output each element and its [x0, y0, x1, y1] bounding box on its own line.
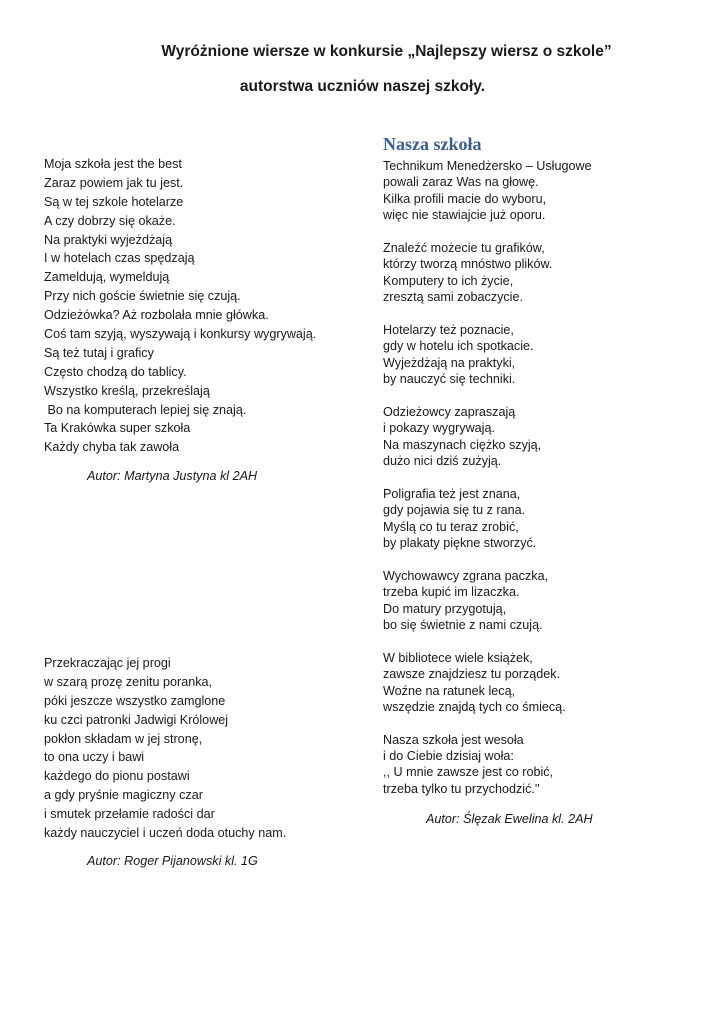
poem-line: każdy nauczyciel i uczeń doda otuchy nam. [44, 826, 287, 841]
poem-title-nasza-szkola: Nasza szkoła [383, 134, 482, 154]
poem-stanza [383, 322, 592, 388]
poem-line: i do Ciebie dzisiaj woła: [383, 749, 514, 764]
poem-stanza [383, 650, 592, 716]
poem-line: Do matury przygotują, [383, 601, 507, 616]
poem-line: Odzieżówka? Aż rozbolała mnie główka. [44, 308, 269, 323]
poem-line: by nauczyć się techniki. [383, 372, 516, 387]
poem-line: gdy pojawia się tu z rana. [383, 503, 526, 518]
poem-line: zresztą sami zobaczycie. [383, 290, 523, 305]
poem-line: Wychowawcy zgrana paczka, [383, 568, 549, 583]
poem-line: Hotelarzy też poznacie, [383, 322, 514, 337]
poem-line: Są też tutaj i graficy [44, 345, 154, 360]
poem-line: Technikum Menedżersko – Usługowe [383, 159, 592, 173]
poem-line: Kilka profili macie do wyboru, [383, 191, 547, 206]
poem-line: w szarą prozę zenitu poranka, [44, 674, 213, 689]
poem-line: Myślą co tu teraz zrobić, [383, 519, 519, 534]
poem-line: Komputery to ich życie, [383, 273, 514, 288]
poem-line: Przy nich goście świetnie się czują. [44, 289, 241, 304]
poem-stanza [383, 568, 592, 634]
poem-martyna [44, 155, 316, 457]
poem-line: Często chodzą do tablicy. [44, 364, 187, 379]
poem-line: Woźne na ratunek lecą, [383, 683, 516, 698]
poem-line: to ona uczy i bawi [44, 750, 145, 765]
poem-stanza [383, 732, 592, 798]
poem-author-roger: Autor: Roger Pijanowski kl. 1G [87, 854, 258, 868]
poem-line: I w hotelach czas spędzają [44, 251, 195, 266]
poem-line: ku czci patronki Jadwigi Królowej [44, 712, 229, 727]
poem-line: Są w tej szkole hotelarze [44, 194, 184, 209]
poem-line: Zameldują, wymeldują [44, 270, 170, 285]
poem-line: dużo nici dziś zużyją. [383, 454, 502, 469]
poem-roger [44, 654, 286, 843]
poem-nasza-szkola [383, 158, 592, 814]
poem-line: Poligrafia też jest znana, [383, 486, 521, 501]
poem-line: Ta Krakówka super szkoła [44, 421, 191, 436]
poem-line: trzeba kupić im lizaczka. [383, 585, 520, 600]
poem-stanza [383, 404, 592, 470]
poem-line: Bo na komputerach lepiej się znają. [44, 402, 247, 417]
poem-author-martyna: Autor: Martyna Justyna kl 2AH [87, 469, 258, 483]
poem-line: bo się świetnie z nami czują. [383, 617, 543, 632]
poem-line: trzeba tylko tu przychodzić.'' [383, 781, 540, 796]
poem-line: Na maszynach ciężko szyją, [383, 437, 542, 452]
poem-line: gdy w hotelu ich spotkacie. [383, 339, 534, 354]
poem-line: Wyjeżdżają na praktyki, [383, 355, 516, 370]
poem-stanza [383, 486, 592, 552]
poem-line: i pokazy wygrywają. [383, 421, 495, 436]
poem-line: powali zaraz Was na głowę. [383, 175, 539, 190]
poem-line: ,, U mnie zawsze jest co robić, [383, 765, 554, 780]
poem-line: Nasza szkoła jest wesoła [383, 732, 524, 747]
poem-line: Znaleźć możecie tu grafików, [383, 240, 545, 255]
poem-line: Coś tam szyją, wyszywają i konkursy wygrywają. [44, 327, 317, 342]
poem-line: Każdy chyba tak zawoła [44, 440, 180, 455]
poem-line: Przekraczając jej progi [44, 656, 171, 670]
document-subtitle: autorstwa uczniów naszej szkoły. [239, 78, 486, 95]
poem-author-slezak: Autor: Ślęzak Ewelina kl. 2AH [426, 812, 593, 826]
poem-line: by plakaty piękne stworzyć. [383, 535, 537, 550]
document-title: Wyróżnione wiersze w konkursie „Najlepszy wiersz o szkole” [161, 43, 612, 60]
poem-line: Odzieżowcy zapraszają [383, 404, 516, 419]
poem-line: wszędzie znajdą tych co śmiecą. [383, 699, 566, 714]
poem-line: Moja szkoła jest the best [44, 157, 182, 171]
poem-line: zawsze znajdziesz tu porządek. [383, 667, 561, 682]
poem-line: którzy tworzą mnóstwo plików. [383, 257, 553, 272]
poem-line: więc nie stawiajcie już oporu. [383, 208, 546, 223]
poem-line: Na praktyki wyjeżdżają [44, 232, 173, 247]
poem-line: W bibliotece wiele książek, [383, 650, 533, 665]
poem-stanza [383, 240, 592, 306]
poem-line: póki jeszcze wszystko zamglone [44, 693, 226, 708]
poem-line: A czy dobrzy się okaże. [44, 213, 176, 228]
poem-line: każdego do pionu postawi [44, 769, 190, 784]
poem-line: pokłon składam w jej stronę, [44, 731, 203, 746]
poem-stanza [383, 158, 592, 224]
poem-line: a gdy pryśnie magiczny czar [44, 788, 203, 803]
poem-line: Zaraz powiem jak tu jest. [44, 175, 184, 190]
poem-line: Wszystko kreślą, przekreślają [44, 383, 210, 398]
poem-line: i smutek przełamie radości dar [44, 807, 215, 822]
